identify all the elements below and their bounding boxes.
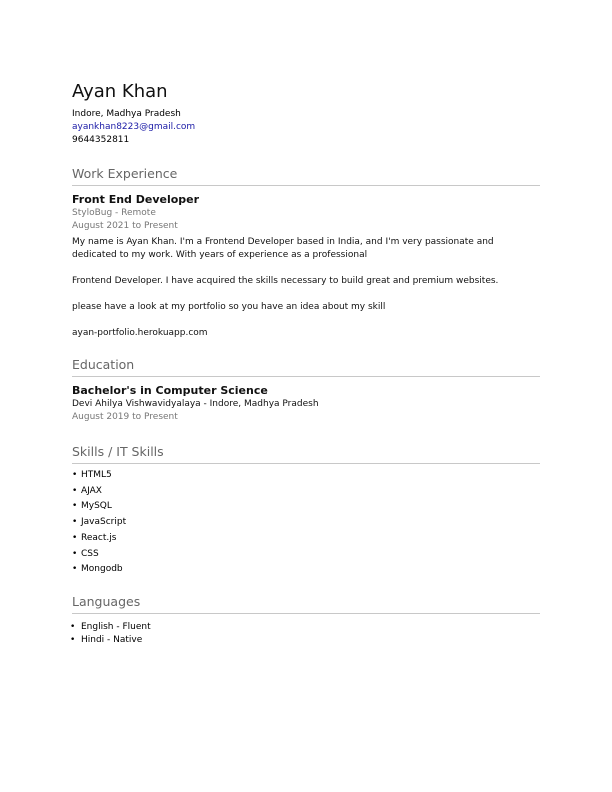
skills-section [72, 444, 540, 578]
work-experience-section [72, 166, 540, 340]
section-title-skills: Skills / IT Skills [72, 444, 540, 464]
skills-list [72, 468, 540, 578]
education-dates: August 2019 to Present [72, 411, 178, 422]
email-link[interactable]: ayankhan8223@gmail.com [72, 122, 196, 132]
job-description-1: My name is Ayan Khan. I'm a Frontend Developer based in India, and I'm very passionate and dedicated to my work. With years of experience as a professional [72, 237, 494, 260]
skill-item: • Mongodb [72, 562, 540, 578]
section-title-education: Education [72, 357, 540, 377]
job-description-2: Frontend Developer. I have acquired the skills necessary to build great and premium websites. [72, 276, 499, 286]
job-title: Front End Developer [72, 193, 200, 206]
skill-item: • HTML5 [72, 468, 540, 484]
location: Indore, Madhya Pradesh [72, 109, 181, 119]
resume-header [72, 80, 540, 147]
candidate-name: Ayan Khan [72, 81, 168, 102]
section-title-languages: Languages [72, 594, 540, 614]
phone: 9644352811 [72, 135, 130, 145]
job-dates: August 2021 to Present [72, 220, 178, 231]
education-section [72, 357, 540, 423]
language-item: • English - Fluent [72, 621, 540, 634]
language-item: • Hindi - Native [72, 634, 540, 647]
skill-item: • CSS [72, 547, 540, 563]
languages-section [72, 594, 540, 647]
skill-item: • React.js [72, 531, 540, 547]
degree: Bachelor's in Computer Science [72, 384, 268, 397]
skill-item: • JavaScript [72, 515, 540, 531]
resume-page [72, 80, 540, 647]
job-description-3: please have a look at my portfolio so you have an idea about my skill [72, 302, 386, 312]
institution: Devi Ahilya Vishwavidyalaya - Indore, Madhya Pradesh [72, 399, 319, 409]
skill-item: • AJAX [72, 484, 540, 500]
section-title-work: Work Experience [72, 166, 540, 186]
languages-list [72, 621, 540, 647]
job-company: StyloBug - Remote [72, 208, 156, 218]
skill-item: • MySQL [72, 499, 540, 515]
portfolio-link[interactable]: ayan-portfolio.herokuapp.com [72, 328, 208, 338]
